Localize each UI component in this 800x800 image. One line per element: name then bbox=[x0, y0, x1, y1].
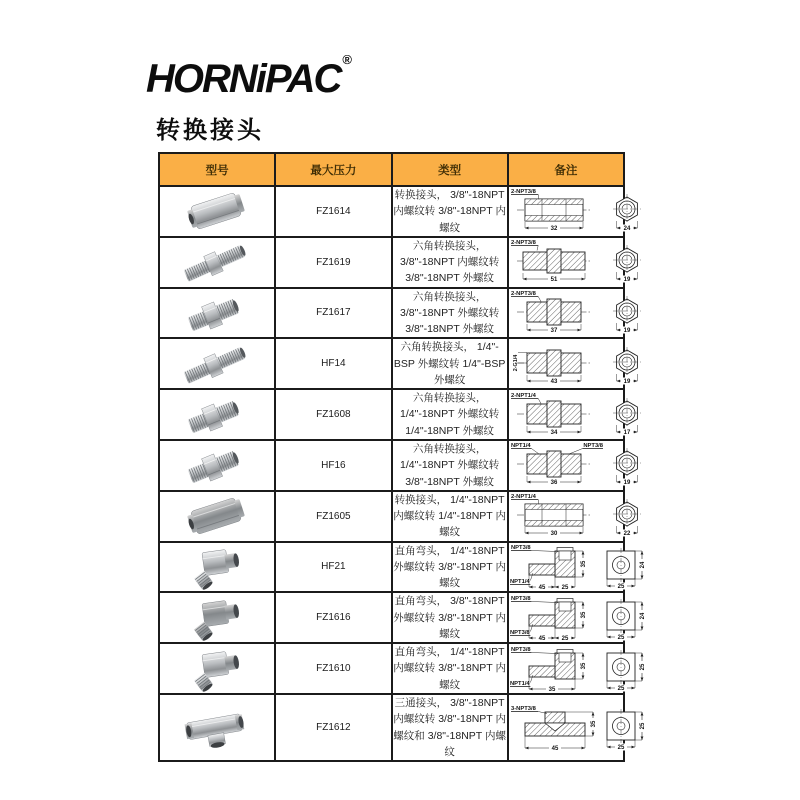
svg-text:30: 30 bbox=[550, 531, 558, 538]
product-photo-cell bbox=[159, 694, 275, 761]
technical-drawing bbox=[509, 492, 659, 540]
svg-text:34: 34 bbox=[550, 429, 558, 436]
technical-drawing bbox=[509, 543, 659, 591]
type-description-cell: 六角转换接头， 3/8"-18NPT 内螺纹转 3/8"-18NPT 外螺纹 bbox=[392, 237, 508, 288]
product-photo bbox=[180, 341, 254, 387]
type-description-cell: 直角弯头， 1/4"-18NPT 外螺纹转 3/8"-18NPT 内螺纹 bbox=[392, 542, 508, 593]
remark-drawing-cell bbox=[508, 643, 646, 694]
svg-text:45: 45 bbox=[538, 635, 546, 642]
product-photo-cell bbox=[159, 389, 275, 440]
column-header-0: 型号 bbox=[159, 153, 275, 186]
svg-text:35: 35 bbox=[590, 720, 597, 727]
type-description-cell: 转换接头， 3/8"-18NPT 内螺纹转 3/8"-18NPT 内螺纹 bbox=[392, 186, 508, 237]
svg-text:36: 36 bbox=[550, 480, 558, 487]
product-photo bbox=[180, 595, 254, 641]
technical-drawing bbox=[509, 645, 659, 693]
product-photo-cell bbox=[159, 288, 275, 339]
svg-text:25: 25 bbox=[617, 685, 625, 692]
svg-text:25: 25 bbox=[639, 722, 646, 729]
remark-drawing-cell bbox=[508, 440, 631, 491]
svg-text:2-NPT3/8: 2-NPT3/8 bbox=[510, 290, 536, 297]
product-photo bbox=[180, 705, 254, 751]
brand-logo-text: HORNiPAC bbox=[146, 57, 341, 101]
svg-text:NPT3/8: NPT3/8 bbox=[583, 443, 603, 450]
svg-text:3-NPT3/8: 3-NPT3/8 bbox=[510, 705, 536, 712]
svg-text:NPT3/8: NPT3/8 bbox=[509, 629, 530, 636]
type-description-cell: 六角转换接头， 3/8"-18NPT 外螺纹转 3/8"-18NPT 外螺纹 bbox=[392, 288, 508, 339]
svg-text:NPT3/8: NPT3/8 bbox=[510, 595, 531, 602]
model-cell: FZ1612 bbox=[275, 694, 391, 761]
technical-drawing bbox=[509, 704, 659, 752]
technical-drawing bbox=[509, 441, 659, 489]
model-cell: HF16 bbox=[275, 440, 391, 491]
table-row bbox=[159, 643, 624, 694]
product-photo-cell bbox=[159, 592, 275, 643]
table-row bbox=[159, 338, 624, 389]
svg-text:45: 45 bbox=[551, 745, 559, 752]
model-cell: FZ1619 bbox=[275, 237, 391, 288]
svg-text:2-NPT3/8: 2-NPT3/8 bbox=[510, 189, 536, 196]
column-header-3: 备注 bbox=[508, 153, 624, 186]
svg-text:NPT1/4: NPT1/4 bbox=[509, 578, 530, 585]
remark-drawing-cell bbox=[508, 694, 646, 761]
svg-text:51: 51 bbox=[550, 277, 558, 284]
svg-text:2-NPT1/4: 2-NPT1/4 bbox=[510, 392, 536, 399]
product-photo-cell bbox=[159, 186, 275, 237]
column-header-2: 类型 bbox=[392, 153, 508, 186]
svg-text:2-NPT1/4: 2-NPT1/4 bbox=[510, 494, 536, 501]
svg-text:24: 24 bbox=[639, 561, 646, 569]
remark-drawing-cell bbox=[508, 542, 646, 593]
technical-drawing bbox=[509, 340, 659, 388]
product-photo-cell bbox=[159, 338, 275, 389]
remark-drawing-cell bbox=[508, 389, 631, 440]
type-description-cell: 直角弯头， 3/8"-18NPT 外螺纹转 3/8"-18NPT 内螺纹 bbox=[392, 592, 508, 643]
svg-text:19: 19 bbox=[623, 378, 631, 385]
svg-text:NPT1/4: NPT1/4 bbox=[509, 680, 530, 687]
product-photo bbox=[180, 290, 254, 336]
table-row bbox=[159, 491, 624, 542]
svg-text:32: 32 bbox=[550, 226, 558, 233]
svg-text:45: 45 bbox=[538, 585, 546, 591]
svg-text:24: 24 bbox=[639, 612, 646, 620]
table-row bbox=[159, 389, 624, 440]
product-photo-cell bbox=[159, 643, 275, 694]
product-photo bbox=[180, 442, 254, 488]
svg-text:25: 25 bbox=[561, 585, 569, 591]
svg-text:NPT3/8: NPT3/8 bbox=[510, 544, 531, 551]
svg-text:25: 25 bbox=[639, 663, 646, 670]
svg-text:19: 19 bbox=[623, 328, 631, 335]
type-description-cell: 三通接头， 3/8"-18NPT 内螺纹转 3/8"-18NPT 内螺纹和 3/8"-18NPT 内螺纹 bbox=[392, 694, 508, 761]
model-cell: FZ1614 bbox=[275, 186, 391, 237]
svg-text:25: 25 bbox=[617, 584, 625, 591]
type-description-cell: 六角转换接头， 1/4"-18NPT 外螺纹转 3/8"-18NPT 外螺纹 bbox=[392, 440, 508, 491]
table-row bbox=[159, 186, 624, 237]
model-cell: FZ1605 bbox=[275, 491, 391, 542]
technical-drawing bbox=[509, 289, 659, 337]
svg-text:35: 35 bbox=[580, 662, 587, 669]
product-photo-cell bbox=[159, 237, 275, 288]
product-photo bbox=[180, 646, 254, 692]
remark-drawing-cell bbox=[508, 237, 631, 288]
table-row bbox=[159, 440, 624, 491]
svg-text:2-NPT3/8: 2-NPT3/8 bbox=[510, 240, 536, 247]
svg-text:35: 35 bbox=[548, 686, 556, 693]
svg-text:37: 37 bbox=[550, 328, 558, 335]
table-row bbox=[159, 237, 624, 288]
model-cell: FZ1617 bbox=[275, 288, 391, 339]
remark-drawing-cell bbox=[508, 592, 646, 643]
svg-text:2-G1/4: 2-G1/4 bbox=[512, 354, 519, 372]
svg-text:19: 19 bbox=[623, 480, 631, 487]
remark-drawing-cell bbox=[508, 288, 631, 339]
header-row bbox=[159, 153, 624, 186]
svg-text:19: 19 bbox=[623, 277, 631, 284]
product-photo-cell bbox=[159, 491, 275, 542]
table-row bbox=[159, 592, 624, 643]
page-title: 转换接头 bbox=[156, 117, 264, 144]
svg-text:43: 43 bbox=[550, 378, 558, 385]
svg-text:NPT3/8: NPT3/8 bbox=[510, 646, 531, 653]
svg-text:22: 22 bbox=[623, 531, 631, 538]
technical-drawing bbox=[509, 594, 659, 642]
remark-drawing-cell bbox=[508, 491, 631, 542]
model-cell: HF14 bbox=[275, 338, 391, 389]
type-description-cell: 六角转换接头， 1/4"-BSP 外螺纹转 1/4"-BSP 外螺纹 bbox=[392, 338, 508, 389]
product-photo bbox=[180, 188, 254, 234]
remark-drawing-cell bbox=[508, 186, 631, 237]
technical-drawing bbox=[509, 187, 659, 235]
technical-drawing bbox=[509, 238, 659, 286]
column-header-1: 最大压力 bbox=[275, 153, 391, 186]
svg-text:17: 17 bbox=[623, 429, 631, 436]
product-photo bbox=[180, 493, 254, 539]
svg-text:25: 25 bbox=[617, 744, 625, 751]
model-cell: FZ1616 bbox=[275, 592, 391, 643]
table-row bbox=[159, 542, 624, 593]
type-description-cell: 直角弯头， 1/4"-18NPT 内螺纹转 3/8"-18NPT 内螺纹 bbox=[392, 643, 508, 694]
model-cell: HF21 bbox=[275, 542, 391, 593]
product-photo bbox=[180, 239, 254, 285]
svg-text:25: 25 bbox=[561, 635, 569, 642]
svg-text:NPT1/4: NPT1/4 bbox=[510, 443, 531, 450]
brand-logo bbox=[146, 52, 352, 102]
technical-drawing bbox=[509, 391, 659, 439]
table-row bbox=[159, 288, 624, 339]
model-cell: FZ1608 bbox=[275, 389, 391, 440]
svg-text:24: 24 bbox=[623, 226, 631, 233]
svg-text:35: 35 bbox=[580, 611, 587, 619]
product-table bbox=[158, 152, 646, 762]
product-photo bbox=[180, 544, 254, 590]
catalog-table-body bbox=[159, 186, 646, 761]
type-description-cell: 转换接头， 1/4"-18NPT 内螺纹转 1/4"-18NPT 内螺纹 bbox=[392, 491, 508, 542]
product-photo bbox=[180, 392, 254, 438]
model-cell: FZ1610 bbox=[275, 643, 391, 694]
table-row bbox=[159, 694, 624, 761]
product-photo-cell bbox=[159, 440, 275, 491]
svg-text:35: 35 bbox=[580, 560, 587, 568]
registered-trademark-mark: ® bbox=[342, 52, 352, 67]
svg-text:25: 25 bbox=[617, 634, 625, 641]
type-description-cell: 六角转换接头， 1/4"-18NPT 外螺纹转 1/4"-18NPT 外螺纹 bbox=[392, 389, 508, 440]
remark-drawing-cell bbox=[508, 338, 631, 389]
product-photo-cell bbox=[159, 542, 275, 593]
